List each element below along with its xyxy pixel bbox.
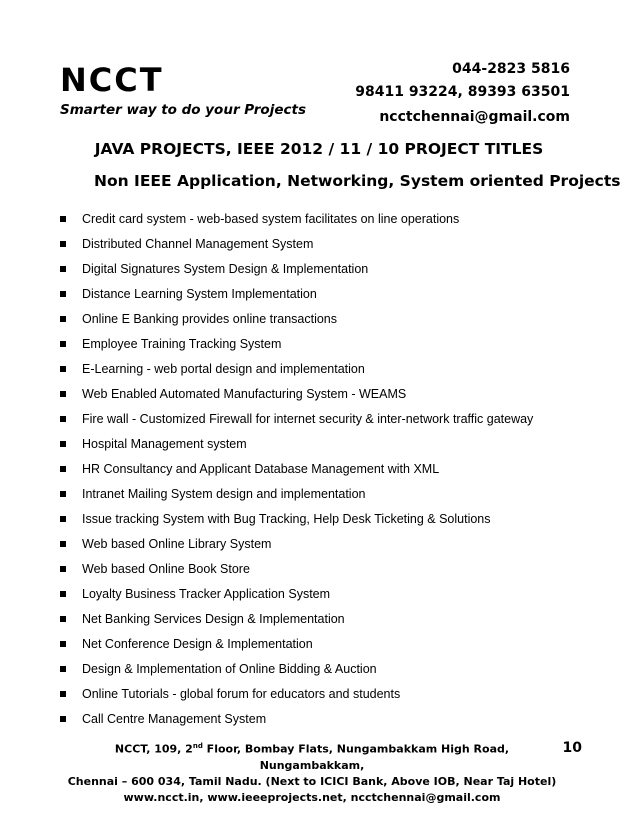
square-bullet-icon: [60, 616, 66, 622]
list-item-text: Credit card system - web-based system facilitates on line operations: [82, 211, 460, 226]
square-bullet-icon: [60, 691, 66, 697]
list-item: [60, 306, 580, 331]
list-item-text: E-Learning - web portal design and implementation: [82, 361, 365, 376]
list-item: [60, 556, 580, 581]
square-bullet-icon: [60, 491, 66, 497]
page-number: 10: [562, 740, 582, 756]
square-bullet-icon: [60, 391, 66, 397]
list-item-text: Loyalty Business Tracker Application System: [82, 586, 331, 601]
footer-line-1-end: Floor, Bombay Flats, Nungambakkam High Road, Nungambakkam,: [202, 742, 510, 772]
list-item-text: Online Tutorials - global forum for educators and students: [82, 686, 401, 701]
square-bullet-icon: [60, 291, 66, 297]
square-bullet-icon: [60, 266, 66, 272]
list-item: [60, 231, 580, 256]
list-item-text: Design & Implementation of Online Bidding & Auction: [82, 661, 377, 676]
list-item-text: Digital Signatures System Design & Implementation: [82, 261, 369, 276]
square-bullet-icon: [60, 716, 66, 722]
square-bullet-icon: [60, 316, 66, 322]
list-item: [60, 206, 580, 231]
project-title-list: [60, 206, 580, 731]
list-item: [60, 681, 580, 706]
list-item-text: HR Consultancy and Applicant Database Management with XML: [82, 461, 440, 476]
list-item-text: Distributed Channel Management System: [82, 236, 314, 251]
list-item: [60, 656, 580, 681]
square-bullet-icon: [60, 591, 66, 597]
square-bullet-icon: [60, 241, 66, 247]
list-item: [60, 281, 580, 306]
list-item-text: Web based Online Library System: [82, 536, 272, 551]
list-item: [60, 706, 580, 731]
footer-ordinal-suffix: nd: [192, 742, 203, 750]
list-item-text: Intranet Mailing System design and implementation: [82, 486, 366, 501]
footer-address: [62, 738, 562, 806]
list-item-text: Hospital Management system: [82, 436, 247, 451]
footer-line-3: www.ncct.in, www.ieeeprojects.net, ncctchennai@gmail.com: [123, 790, 501, 804]
list-item: [60, 506, 580, 531]
list-item: [60, 431, 580, 456]
square-bullet-icon: [60, 566, 66, 572]
page-subtitle: Non IEEE Application, Networking, System oriented Projects: [94, 172, 621, 190]
list-item-text: Online E Banking provides online transactions: [82, 311, 338, 326]
list-item: [60, 531, 580, 556]
list-item: [60, 331, 580, 356]
list-item-text: Net Banking Services Design & Implementation: [82, 611, 345, 626]
list-item: [60, 356, 580, 381]
list-item-text: Call Centre Management System: [82, 711, 267, 726]
square-bullet-icon: [60, 666, 66, 672]
list-item: [60, 631, 580, 656]
square-bullet-icon: [60, 441, 66, 447]
list-item: [60, 406, 580, 431]
square-bullet-icon: [60, 541, 66, 547]
square-bullet-icon: [60, 216, 66, 222]
list-item: [60, 481, 580, 506]
square-bullet-icon: [60, 416, 66, 422]
square-bullet-icon: [60, 366, 66, 372]
page-title: JAVA PROJECTS, IEEE 2012 / 11 / 10 PROJECT TITLES: [94, 140, 544, 158]
footer-line-1-start: NCCT, 109, 2: [114, 742, 193, 756]
contact-email: ncctchennai@gmail.com: [379, 109, 570, 125]
list-item-text: Fire wall - Customized Firewall for internet security & inter-network traffic gateway: [82, 411, 534, 426]
list-item: [60, 456, 580, 481]
square-bullet-icon: [60, 466, 66, 472]
square-bullet-icon: [60, 641, 66, 647]
company-logo: NCCT: [60, 61, 164, 99]
list-item-text: Net Conference Design & Implementation: [82, 636, 313, 651]
company-tagline: Smarter way to do your Projects: [60, 102, 306, 118]
footer-line-2: Chennai – 600 034, Tamil Nadu. (Next to ICICI Bank, Above IOB, Near Taj Hotel): [67, 774, 557, 788]
letterhead: [0, 0, 638, 135]
list-item: [60, 606, 580, 631]
list-item: [60, 581, 580, 606]
phone-line-2: 98411 93224, 89393 63501: [355, 84, 570, 100]
list-item-text: Distance Learning System Implementation: [82, 286, 317, 301]
footer-line-1: [62, 738, 562, 774]
list-item: [60, 381, 580, 406]
square-bullet-icon: [60, 516, 66, 522]
phone-line-1: 044-2823 5816: [452, 61, 570, 77]
list-item-text: Web Enabled Automated Manufacturing System - WEAMS: [82, 386, 407, 401]
list-item-text: Issue tracking System with Bug Tracking, Help Desk Ticketing & Solutions: [82, 511, 491, 526]
list-item-text: Web based Online Book Store: [82, 561, 250, 576]
list-item-text: Employee Training Tracking System: [82, 336, 282, 351]
list-item: [60, 256, 580, 281]
square-bullet-icon: [60, 341, 66, 347]
